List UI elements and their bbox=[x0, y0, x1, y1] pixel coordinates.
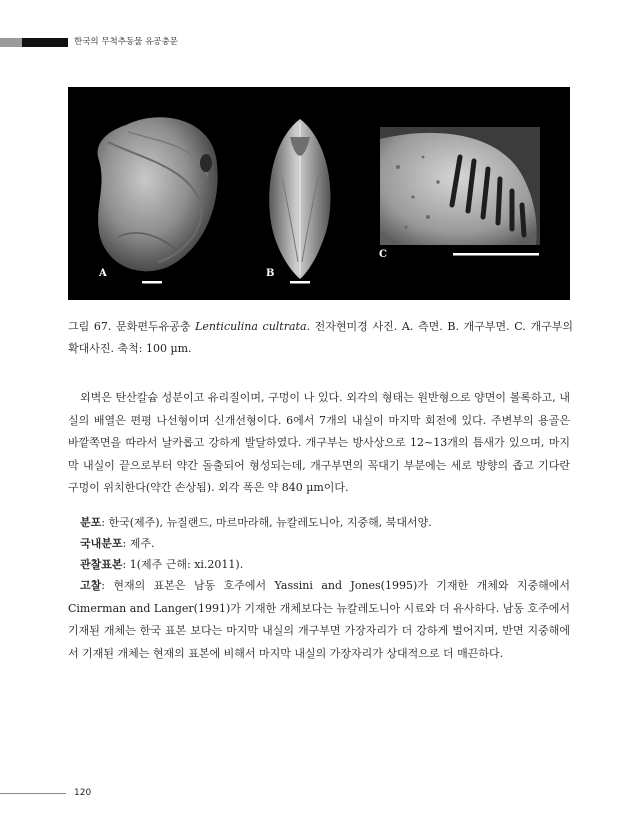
specimen-a-image bbox=[98, 117, 218, 271]
domestic-text: : 제주. bbox=[122, 537, 155, 550]
panel-label-c: C bbox=[379, 249, 387, 260]
specimen-text: : 1(제주 근해: xi.2011). bbox=[122, 558, 244, 571]
distribution-line bbox=[68, 512, 570, 535]
sem-images bbox=[68, 87, 570, 300]
specimen-line bbox=[68, 554, 570, 577]
scale-bar-c bbox=[453, 253, 539, 256]
caption-species: Lenticulina cultrata bbox=[195, 320, 307, 333]
header-bar-black bbox=[22, 38, 68, 47]
page-number: 120 bbox=[74, 788, 92, 798]
specimen-c-image bbox=[380, 127, 540, 245]
distribution-label: 분포 bbox=[80, 516, 102, 529]
scale-bar-b bbox=[290, 281, 310, 284]
panel-label-a: A bbox=[99, 268, 107, 279]
distribution-text: : 한국(제주), 뉴질랜드, 마르마라해, 뉴칼레도니아, 지중해, 북대서양. bbox=[101, 516, 432, 529]
remarks-text: : 현재의 표본은 남동 호주에서 Yassini and Jones(1995)가 기재한 개체와 지중해에서 Cimerman and Langer(1991)가 기재한 개체보다는 뉴칼레도니아 시료와 더 유사하다. 남동 호주에서 기재된 개체는 한국 표본 보다는 마지막 내실의 개구부면 가장자리가 더 강하게 벌어지며, 반면 지중해에서 기재된 개체는 현재의 표본에 비해서 마지막 내실의 가장자리가 상대적으로 더 매끈하다. bbox=[68, 579, 570, 660]
remarks-label: 고찰 bbox=[80, 579, 102, 592]
specimen-label: 관찰표본 bbox=[80, 558, 123, 571]
caption-suffix: . 전자현미경 사진. A. 측면. B. 개구부면. C. 개구부의 확대사진. 축척: 100 µm. bbox=[68, 320, 573, 355]
scale-bar-a bbox=[142, 281, 162, 284]
footer-rule bbox=[0, 793, 66, 794]
running-header: 한국의 무척추동물 유공충문 bbox=[74, 37, 178, 47]
figure-caption bbox=[68, 316, 573, 360]
header-bar-gray bbox=[0, 38, 22, 47]
sem-figure bbox=[68, 87, 570, 300]
specimen-b-image bbox=[269, 119, 330, 279]
caption-prefix: 그림 67. 문화편두유공충 bbox=[68, 320, 196, 333]
domestic-label: 국내분포 bbox=[80, 537, 123, 550]
description-paragraph: 외벽은 탄산칼슘 성분이고 유리질이며, 구멍이 나 있다. 외각의 형태는 원반형으로 양면이 볼록하고, 내실의 배열은 편평 나선형이며 신개선형이다. 6에서 7개의 내실이 마지막 회전에 있다. 주변부의 용골은 바깥쪽면을 따라서 날카롭고 강하게 발달하였다. 개구부는 방사상으로 12~13개의 틈새가 있으며, 마지막 내실이 끝으로부터 약간 돌출되어 형성되는데, 개구부면의 꼭대기 부분에는 세로 방향의 좁고 기다란 구멍이 위치한다(약간 손상됨). 외각 폭은 약 840 µm이다. bbox=[68, 391, 570, 494]
domestic-distribution-line bbox=[68, 533, 570, 556]
panel-label-b: B bbox=[266, 268, 275, 279]
remarks-paragraph bbox=[68, 575, 570, 665]
